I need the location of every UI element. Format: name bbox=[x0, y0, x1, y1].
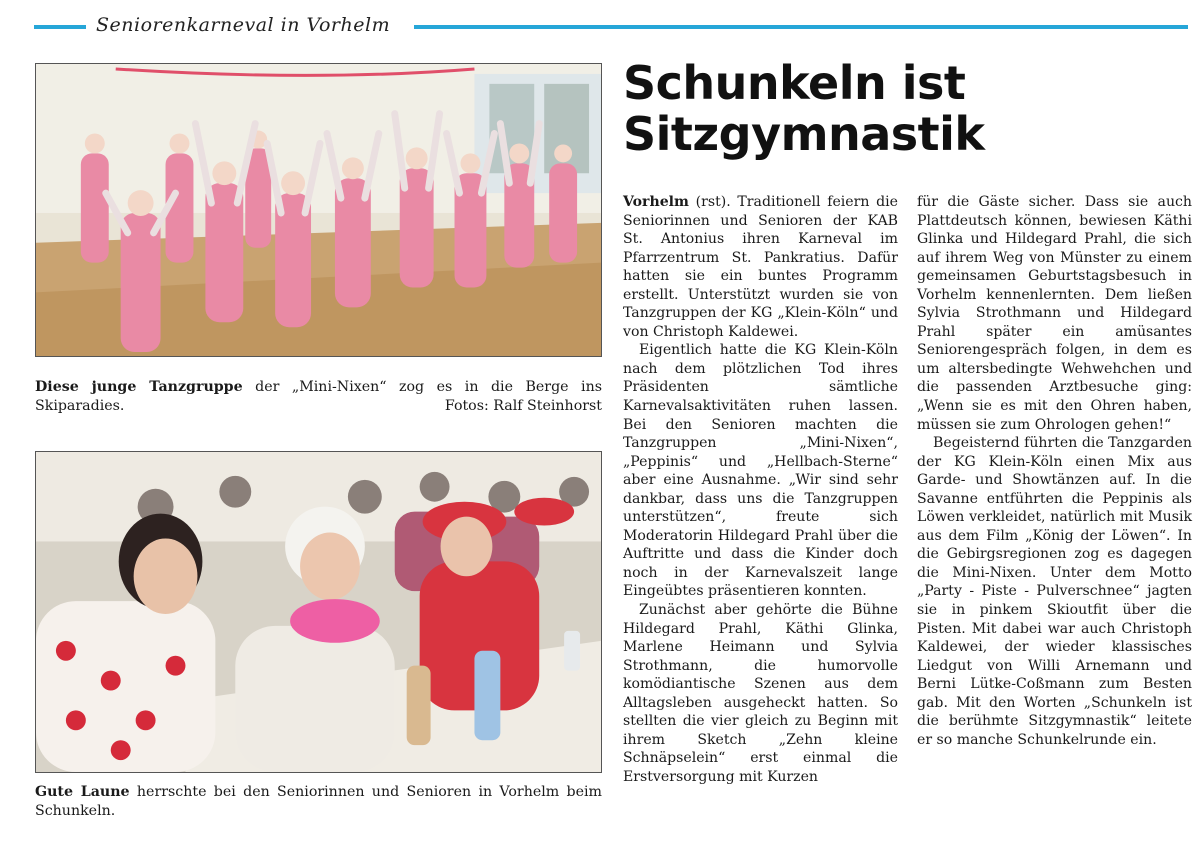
photo-seniors-schunkeln bbox=[35, 451, 602, 773]
rubric-rule-right bbox=[414, 25, 1188, 29]
caption-lead: Gute Laune bbox=[35, 784, 130, 800]
article-paragraph: Eigentlich hatte die KG Klein-Köln nach dem plötzlichen Tod ihres Präsidenten sämtliche Karnevalsaktivitäten ruhen lassen. Bei den Senioren machten die Tanzgruppen „Mini-Nixen“, „Peppinis“ und „Hellbach-Sterne“ aber eine Ausnahme. „Wir sind sehr dankbar, dass uns die Tanzgruppen unterstützen“, freute sich Moderatorin Hildegard Prahl über die Auftritte und dass die Kinder doch noch in der Karnevalszeit lange Eingeübtes präsentieren konnten. bbox=[623, 342, 898, 600]
photo-credit: Fotos: Ralf Steinhorst bbox=[444, 398, 602, 414]
caption-text: herrschte bei den Seniorinnen und Senioren in Vorhelm beim Schunkeln. bbox=[35, 784, 602, 819]
article-paragraph: für die Gäste sicher. Dass sie auch Plattdeutsch können, bewiesen Käthi Glinka und Hildegard Prahl, die sich auf ihrem Weg von Münster zu einem gemeinsamen Geburtstagsbesuch in Vorhelm kennenlernten. Dem ließen Sylvia Strothmann und Hildegard Prahl später ein amüsantes Seniorengespräch folgen, in dem es um altersbedingte Wehwehchen und die passenden Arztbesuche ging: „Wenn sie es mit den Ohren haben, müssen sie zum Ohrologen gehen!“ bbox=[917, 194, 1192, 433]
article-paragraph: Zunächst aber gehörte die Bühne Hildegard Prahl, Käthi Glinka, Marlene Heimann und Sylvia Strothmann, die humorvolle komödiantische Szenen aus dem Alltagsleben ausgeheckt hatten. So stellten die vier gleich zu Beginn mit ihrem Sketch „Zehn kleine Schnäpselein“ erst einmal die Erstversorgung mit Kurzen bbox=[623, 602, 898, 785]
article-paragraph bbox=[623, 193, 898, 341]
article-paragraph: Begeisternd führten die Tanzgarden der KG Klein-Köln einen Mix aus Garde- und Showtänzen auf. In die Savanne entführten die Peppinis als Löwen verkleidet, natürlich mit Musik aus dem Film „König der Löwen“. In die Gebirgsregionen zog es dagegen die Mini-Nixen. Unter dem Motto „Party - Piste - Pulverschnee“ jagten sie in pinkem Skioutfit über die Pisten. Mit dabei war auch Christoph Kaldewei, der wieder klassisches Liedgut von Willi Arnemann und Berni Lütke-Coßmann zum Besten gab. Mit den Worten „Schunkeln ist die berühmte Sitzgymnastik“ leitete er so manche Schunkelrunde ein. bbox=[917, 435, 1192, 748]
dateline: Vorhelm bbox=[623, 194, 689, 210]
rubric-label: Seniorenkarneval in Vorhelm bbox=[96, 14, 391, 36]
caption-text: der „Mini-Nixen“ zog es in die Berge ins Skiparadies. bbox=[35, 379, 602, 414]
rubric-rule-left bbox=[34, 25, 86, 29]
caption-lead: Diese junge Tanzgruppe bbox=[35, 379, 243, 395]
article-column-1 bbox=[623, 193, 898, 787]
photo-dance-group-caption bbox=[35, 378, 602, 416]
section-rubric bbox=[34, 14, 1188, 38]
article-headline: Schunkeln ist Sitzgymnastik bbox=[623, 56, 985, 161]
paragraph-text: (rst). Traditionell feiern die Seniorinnen und Senioren der KAB St. Antonius ihren Karneval im Pfarrzentrum St. Pankratius. Dafür hatten sie ein buntes Programm erstellt. Unterstützt wurden sie von Tanzgruppen der KG „Klein-Köln“ und von Christoph Kaldewei. bbox=[623, 194, 898, 340]
photo-dance-group bbox=[35, 63, 602, 357]
article-column-2 bbox=[917, 193, 1192, 749]
photo-seniors-caption bbox=[35, 783, 602, 821]
